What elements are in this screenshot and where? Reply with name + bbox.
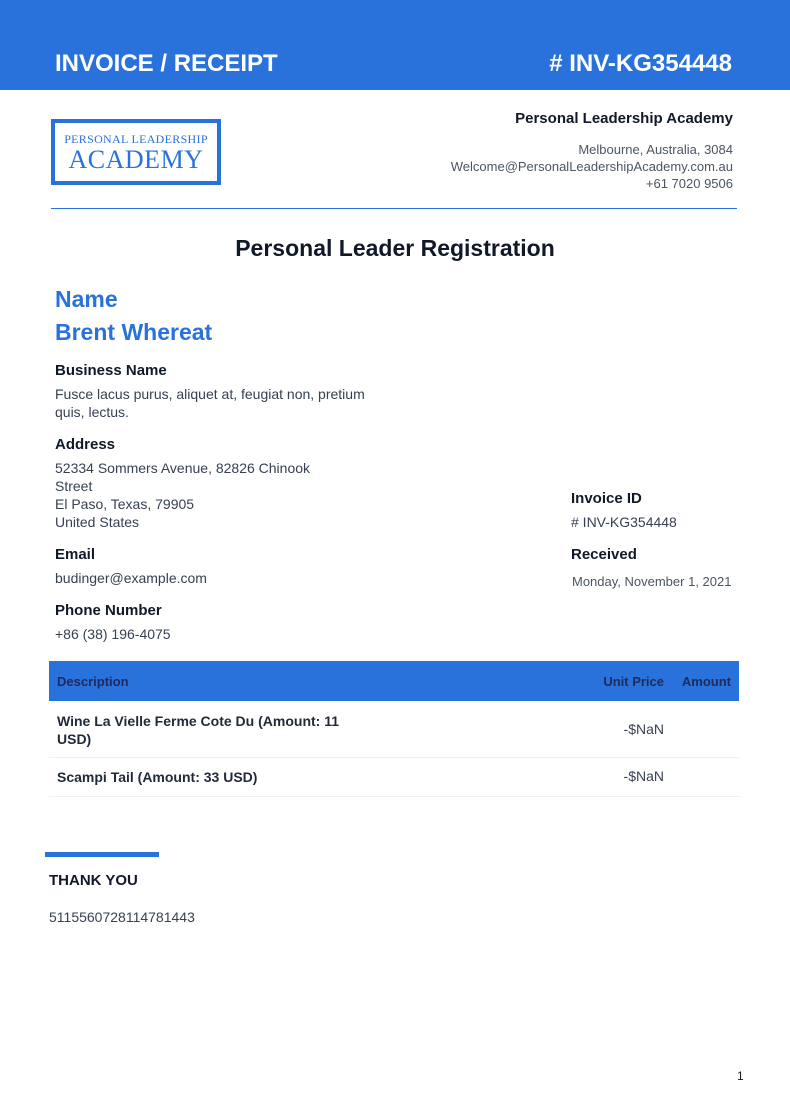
page-number: 1 <box>737 1069 744 1083</box>
table-row <box>49 701 739 758</box>
address-line-2: El Paso, Texas, 79905 <box>55 496 195 512</box>
table-row <box>49 758 739 797</box>
invoice-number: # INV-KG354448 <box>549 50 732 77</box>
received-field <box>571 546 741 591</box>
company-phone: +61 7020 9506 <box>645 176 733 191</box>
logo-line-academy: ACADEMY <box>68 145 204 174</box>
thank-you-reference: 5115560728114781443 <box>49 909 195 925</box>
invoice-id-value: # INV-KG354448 <box>571 514 677 530</box>
thank-you-label: THANK YOU <box>49 872 138 889</box>
business-name-field <box>55 362 385 421</box>
name-label: Name <box>55 286 118 312</box>
row-unit-price: -$NaN <box>623 721 664 737</box>
business-name-label: Business Name <box>55 362 167 379</box>
table-header <box>49 661 739 701</box>
row-description: Wine La Vielle Ferme Cote Du (Amount: 11 USD) <box>57 713 340 747</box>
email-field <box>55 546 385 587</box>
thank-you-accent-bar <box>45 852 159 857</box>
logo-line-personal-leadership: PERSONAL LEADERSHIP <box>64 132 208 146</box>
column-header-unit-price: Unit Price <box>603 674 664 689</box>
line-items-table <box>49 661 739 797</box>
email-label: Email <box>55 546 96 563</box>
address-field <box>55 436 345 531</box>
invoice-id-label: Invoice ID <box>571 490 642 507</box>
received-date: Monday, November 1, 2021 <box>572 574 732 589</box>
received-label: Received <box>571 546 637 563</box>
company-location: Melbourne, Australia, 3084 <box>578 142 733 157</box>
invoice-id-field <box>571 490 741 531</box>
company-email: Welcome@PersonalLeadershipAcademy.com.au <box>450 159 733 174</box>
invoice-title: INVOICE / RECEIPT <box>55 50 278 77</box>
company-name: Personal Leadership Academy <box>515 110 733 127</box>
business-name-value: Fusce lacus purus, aliquet at, feugiat non, pretium quis, lectus. <box>55 386 365 420</box>
email-value: budinger@example.com <box>55 570 207 586</box>
phone-label: Phone Number <box>55 602 162 619</box>
row-description: Scampi Tail (Amount: 33 USD) <box>57 769 258 785</box>
address-label: Address <box>55 436 116 453</box>
phone-field <box>55 602 385 643</box>
row-unit-price: -$NaN <box>623 768 664 784</box>
column-header-description: Description <box>57 674 129 689</box>
customer-name: Brent Whereat <box>55 319 213 345</box>
column-header-amount: Amount <box>681 674 731 689</box>
header-divider <box>51 208 737 209</box>
academy-logo <box>51 119 221 185</box>
company-info <box>451 110 733 192</box>
phone-value: +86 (38) 196-4075 <box>55 626 171 642</box>
address-line-1: 52334 Sommers Avenue, 82826 Chinook Street <box>55 460 311 494</box>
document-title: Personal Leader Registration <box>235 235 555 261</box>
address-line-3: United States <box>55 514 140 530</box>
